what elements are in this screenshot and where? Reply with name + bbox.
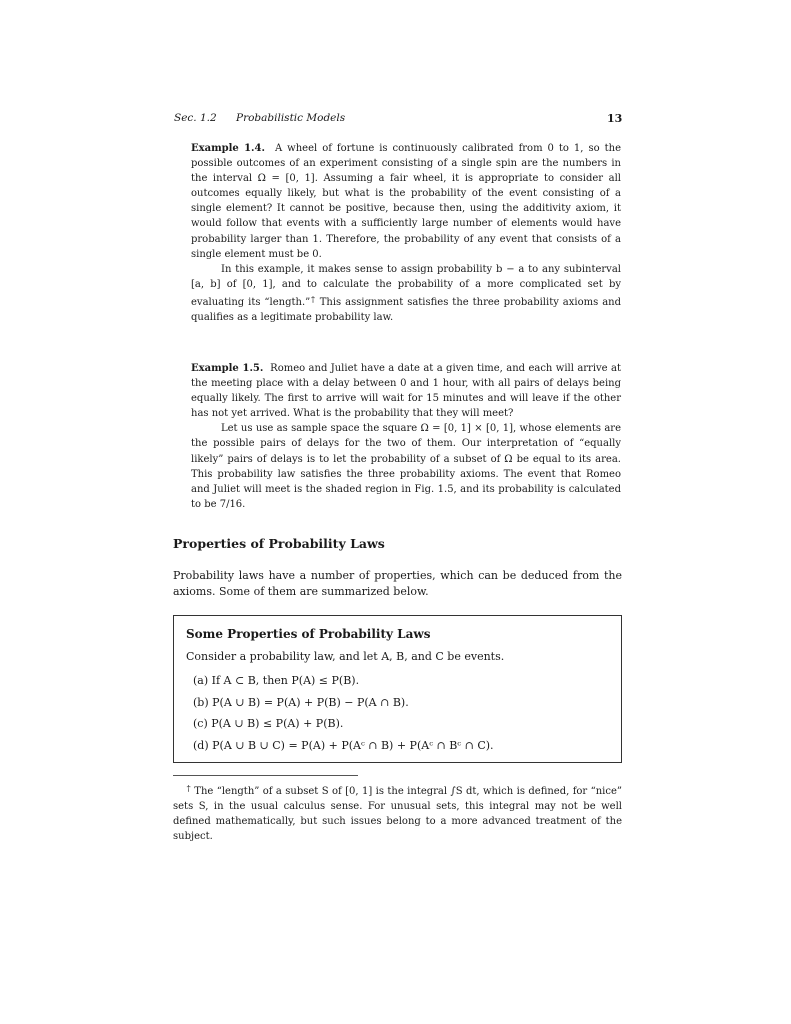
footnote-text: The “length” of a subset S of [0, 1] is the integral ∫S dt, which is defined, for “nice” sets S, in the usual calculus sense. For unusual sets, this integral may not be well defined mathematically, but such issues belong to a more advanced treatment of the subject. xyxy=(173,786,622,842)
section-heading: Properties of Probability Laws xyxy=(173,536,385,551)
example-1-4-text-1: A wheel of fortune is continuously calibrated from 0 to 1, so the possible outcomes of an experiment consisting of a single spin are the numbers in the interval Ω = [0, 1]. Assuming a fair wheel, it is appropriate to consider all outcomes equally likely, but what is the probability of the event consisting of a single element? It cannot be positive, because then, using the additivity axiom, it would follow that events with a sufficiently large number of elements would have probability larger than 1. Therefore, the probability of any event that consists of a single element must be 0. xyxy=(191,143,621,260)
properties-box-lead: Consider a probability law, and let A, B, and C be events. xyxy=(186,650,505,663)
properties-box-title: Some Properties of Probability Laws xyxy=(186,627,431,641)
footnote-paragraph xyxy=(173,781,622,844)
example-1-5-label: Example 1.5. xyxy=(191,363,264,374)
page-number: 13 xyxy=(607,112,623,125)
running-header-section: Sec. 1.2 xyxy=(174,112,217,124)
section-intro: Probability laws have a number of properties, which can be deduced from the axioms. Some of them are summarized below. xyxy=(173,569,622,598)
footnote-reference-mark: † xyxy=(310,294,316,304)
footnote xyxy=(173,781,622,844)
example-1-4-text-3: This assignment satisfies the three probability axioms and qualifies as a legitimate probability law. xyxy=(191,296,621,324)
example-1-5 xyxy=(191,361,621,512)
footnote-mark: † xyxy=(186,784,191,793)
example-1-4-paragraph-2 xyxy=(191,262,621,325)
properties-list xyxy=(193,670,494,756)
example-1-5-paragraph-1 xyxy=(191,361,621,421)
example-1-5-text-1: Romeo and Juliet have a date at a given time, and each will arrive at the meeting place with a delay between 0 and 1 hour, with all pairs of delays being equally likely. The first to arrive will wait for 15 minutes and will leave if the other has not yet arrived. What is the probability that they will meet? xyxy=(191,363,621,420)
example-1-4-text-2: In this example, it makes sense to assign probability b − a to any subinterval [a, b] of [0, 1], and to calculate the probability of a more complicated set by evaluating its “length.” xyxy=(191,263,621,308)
example-1-4-label: Example 1.4. xyxy=(191,143,265,154)
example-1-5-paragraph-2: Let us use as sample space the square Ω = [0, 1] × [0, 1], whose elements are the possible pairs of delays for the two of them. Our interpretation of “equally likely” pairs of delays is to let the probability of a subset of Ω be equal to its area. This probability law satisfies the three probability axioms. The event that Romeo and Juliet will meet is the shaded region in Fig. 1.5, and its probability is calculated to be 7/16. xyxy=(191,423,621,510)
example-1-4-paragraph-1 xyxy=(191,141,621,262)
property-item-d: (d) P(A ∪ B ∪ C) = P(A) + P(Aᶜ ∩ B) + P(Aᶜ ∩ Bᶜ ∩ C). xyxy=(193,738,494,752)
footnote-rule xyxy=(173,775,358,776)
property-item-a: (a) If A ⊂ B, then P(A) ≤ P(B). xyxy=(193,674,360,687)
properties-box xyxy=(173,615,622,763)
property-item-b: (b) P(A ∪ B) = P(A) + P(B) − P(A ∩ B). xyxy=(193,695,409,709)
property-item-c: (c) P(A ∪ B) ≤ P(A) + P(B). xyxy=(193,717,344,730)
example-1-4 xyxy=(191,141,621,325)
running-header-title: Probabilistic Models xyxy=(236,112,346,124)
